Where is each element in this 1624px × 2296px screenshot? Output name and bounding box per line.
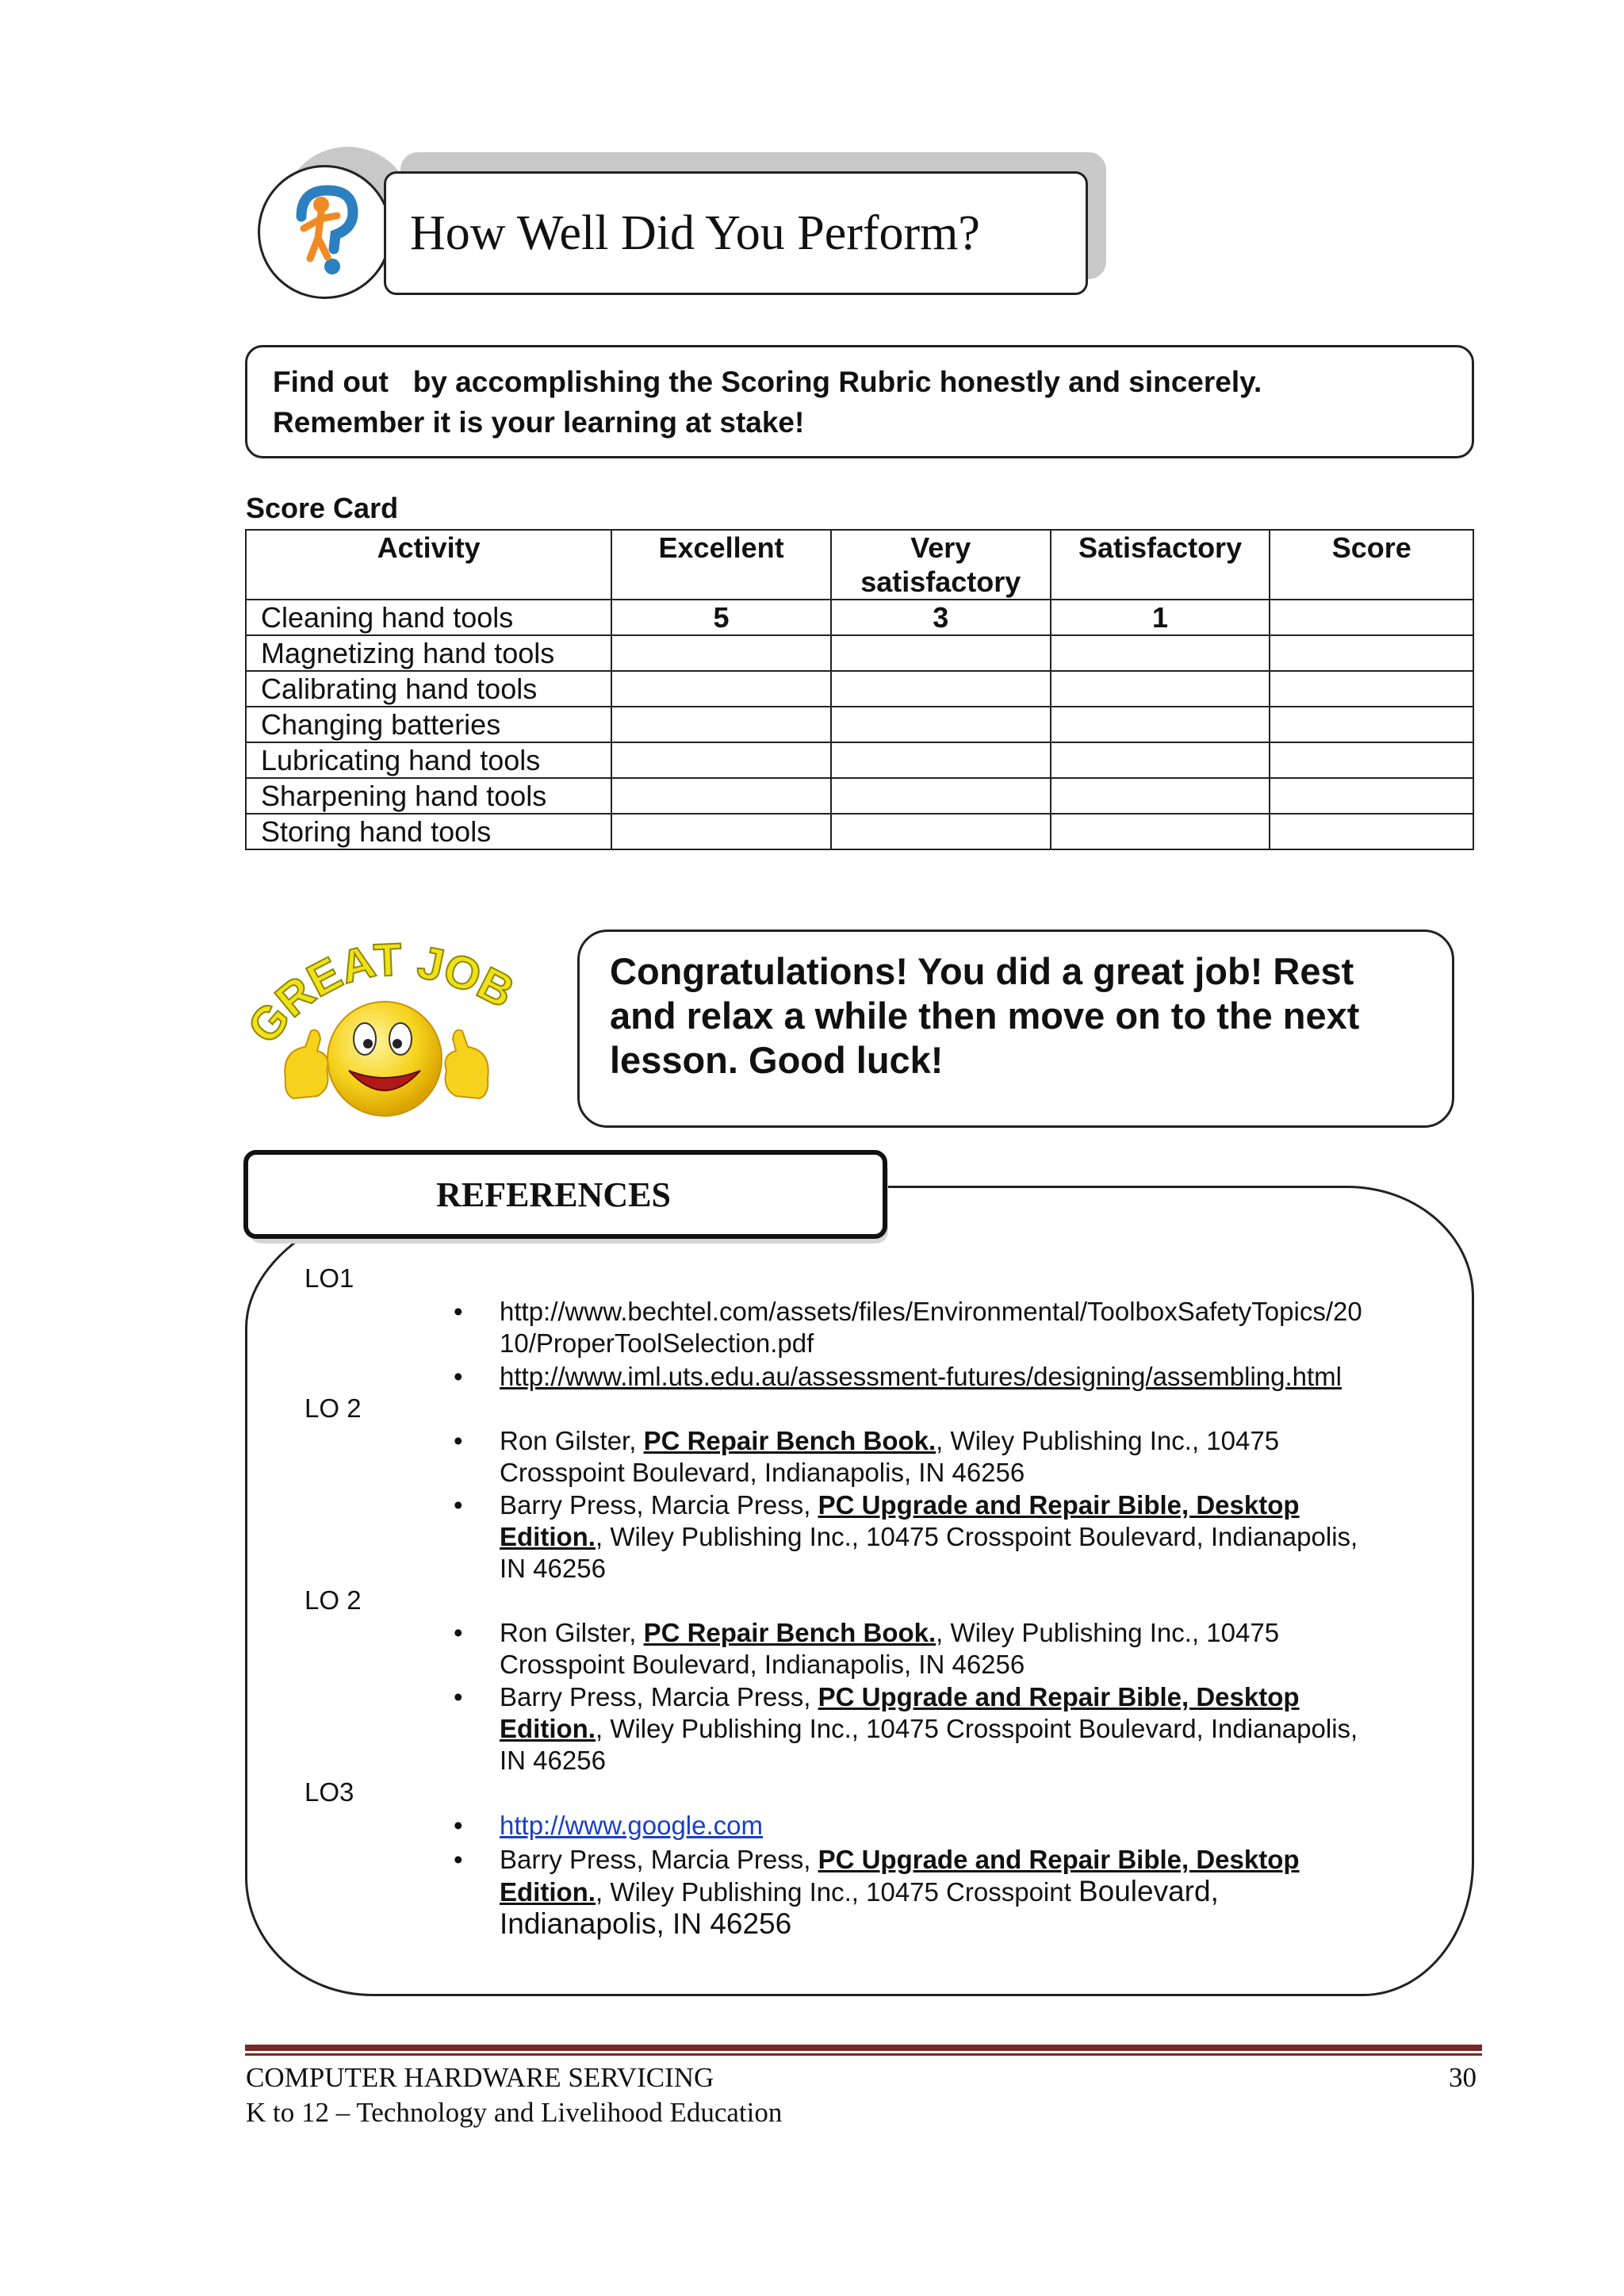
reference-author: Ron Gilster,	[500, 1618, 644, 1647]
reference-text: 10/ProperToolSelection.pdf	[500, 1328, 814, 1358]
very-satisfactory-cell	[831, 635, 1051, 671]
reference-author: Barry Press, Marcia Press,	[500, 1682, 818, 1711]
score-cell[interactable]	[1270, 778, 1473, 814]
references-title: REFERENCES	[436, 1175, 671, 1214]
table-row	[246, 635, 1473, 671]
reference-item	[454, 1844, 1431, 1940]
excellent-cell	[611, 814, 831, 849]
very-satisfactory-cell	[831, 707, 1051, 742]
footer-course: COMPUTER HARDWARE SERVICING	[246, 2062, 714, 2093]
reference-book-title: Edition.	[500, 1522, 596, 1551]
instruction-box	[245, 345, 1474, 458]
footer-rule	[245, 2045, 1482, 2051]
great-job-image	[238, 912, 539, 1126]
bullet: •	[454, 1618, 463, 1647]
reference-item	[454, 1296, 1431, 1359]
reference-text: Indianapolis, IN 46256	[500, 1907, 792, 1940]
reference-item	[454, 1810, 1431, 1842]
column-header: Very satisfactory	[831, 530, 1051, 600]
reference-book-title: PC Repair Bench Book.	[643, 1618, 936, 1647]
reference-text: http://www.bechtel.com/assets/files/Environmental/ToolboxSafetyTopics/20	[500, 1297, 1362, 1326]
very-satisfactory-cell	[831, 742, 1051, 778]
scorecard-title: Score Card	[246, 492, 399, 524]
reference-book-title: PC Repair Bench Book.	[643, 1426, 936, 1455]
reference-text: IN 46256	[500, 1746, 606, 1775]
table-row	[246, 707, 1473, 742]
satisfactory-cell	[1051, 635, 1270, 671]
very-satisfactory-cell: 3	[831, 600, 1051, 635]
satisfactory-cell	[1051, 707, 1270, 742]
instruction-line-2: Remember it is your learning at stake!	[273, 406, 805, 439]
lo-label: LO3	[304, 1777, 354, 1807]
very-satisfactory-cell	[831, 814, 1051, 849]
reference-author: Barry Press, Marcia Press,	[500, 1490, 818, 1520]
question-figure-icon	[274, 181, 377, 284]
banner-icon-circle	[258, 165, 392, 299]
page-number: 30	[1449, 2062, 1477, 2093]
activity-cell: Cleaning hand tools	[246, 600, 611, 635]
score-cell[interactable]	[1270, 707, 1473, 742]
reference-text: , Wiley Publishing Inc., 10475 Crosspoint	[595, 1877, 1078, 1907]
reference-book-title: PC Upgrade and Repair Bible, Desktop	[818, 1845, 1300, 1874]
satisfactory-cell	[1051, 814, 1270, 849]
activity-cell: Calibrating hand tools	[246, 671, 611, 707]
instruction-line-1: Find out by accomplishing the Scoring Rubric honestly and sincerely.	[273, 366, 1262, 398]
reference-item	[454, 1681, 1431, 1777]
excellent-cell	[611, 742, 831, 778]
table-row	[246, 671, 1473, 707]
reference-text: , Wiley Publishing Inc., 10475 Crosspoint Boulevard, Indianapolis,	[595, 1714, 1358, 1743]
score-cell[interactable]	[1270, 814, 1473, 849]
table-header-row	[246, 530, 1473, 600]
score-card-table	[245, 529, 1474, 850]
banner-title-box	[384, 171, 1088, 295]
reference-text: Crosspoint Boulevard, Indianapolis, IN 46256	[500, 1650, 1025, 1679]
lo-label: LO1	[304, 1263, 354, 1293]
excellent-cell	[611, 778, 831, 814]
reference-book-title: Edition.	[500, 1714, 596, 1743]
reference-book-title: Edition.	[500, 1877, 596, 1907]
page-title: How Well Did You Perform?	[410, 205, 980, 260]
table-row	[246, 778, 1473, 814]
references-tab	[243, 1150, 887, 1239]
score-cell[interactable]	[1270, 600, 1473, 635]
lo-label: LO 2	[304, 1393, 362, 1423]
bullet: •	[454, 1426, 463, 1455]
column-header: Activity	[246, 530, 611, 600]
smiley-thumbs-up-icon	[238, 912, 539, 1126]
bullet: •	[454, 1845, 463, 1874]
great-job-text: GREAT JOB	[238, 933, 523, 1053]
satisfactory-cell	[1051, 671, 1270, 707]
reference-text: , Wiley Publishing Inc., 10475 Crosspoint Boulevard, Indianapolis,	[595, 1522, 1358, 1551]
table-row	[246, 742, 1473, 778]
bullet: •	[454, 1297, 463, 1326]
excellent-cell: 5	[611, 600, 831, 635]
column-header: Excellent	[611, 530, 831, 600]
reference-link[interactable]: http://www.iml.uts.edu.au/assessment-futures/designing/assembling.html	[500, 1362, 1342, 1391]
reference-author: Ron Gilster,	[500, 1426, 644, 1455]
congratulations-box	[577, 930, 1454, 1128]
footer-rule-thin	[245, 2053, 1482, 2056]
satisfactory-cell	[1051, 742, 1270, 778]
reference-text: Boulevard,	[1078, 1875, 1219, 1907]
reference-text: Crosspoint Boulevard, Indianapolis, IN 46256	[500, 1458, 1025, 1487]
bullet: •	[454, 1811, 463, 1840]
very-satisfactory-cell	[831, 671, 1051, 707]
reference-item	[454, 1617, 1431, 1681]
reference-book-title: PC Upgrade and Repair Bible, Desktop	[818, 1682, 1300, 1711]
reference-book-title: PC Upgrade and Repair Bible, Desktop	[818, 1490, 1300, 1520]
table-row	[246, 600, 1473, 635]
reference-text: , Wiley Publishing Inc., 10475	[936, 1618, 1280, 1647]
reference-item	[454, 1489, 1431, 1585]
reference-text: , Wiley Publishing Inc., 10475	[936, 1426, 1280, 1455]
satisfactory-cell	[1051, 778, 1270, 814]
score-cell[interactable]	[1270, 742, 1473, 778]
activity-cell: Storing hand tools	[246, 814, 611, 849]
reference-author: Barry Press, Marcia Press,	[500, 1845, 818, 1874]
reference-item	[454, 1361, 1431, 1393]
bullet: •	[454, 1682, 463, 1711]
congratulations-message: Congratulations! You did a great job! Rest and relax a while then move on to the next lesson. Good luck!	[610, 950, 1360, 1081]
bullet: •	[454, 1362, 463, 1391]
reference-item	[454, 1425, 1431, 1489]
activity-cell: Lubricating hand tools	[246, 742, 611, 778]
column-header: Score	[1270, 530, 1473, 600]
satisfactory-cell: 1	[1051, 600, 1270, 635]
score-cell[interactable]	[1270, 671, 1473, 707]
table-row	[246, 814, 1473, 849]
reference-link[interactable]: http://www.google.com	[500, 1811, 763, 1840]
excellent-cell	[611, 671, 831, 707]
very-satisfactory-cell	[831, 778, 1051, 814]
lo-label: LO 2	[304, 1585, 362, 1615]
activity-cell: Sharpening hand tools	[246, 778, 611, 814]
reference-text: IN 46256	[500, 1554, 606, 1583]
bullet: •	[454, 1490, 463, 1520]
excellent-cell	[611, 635, 831, 671]
column-header: Satisfactory	[1051, 530, 1270, 600]
excellent-cell	[611, 707, 831, 742]
activity-cell: Magnetizing hand tools	[246, 635, 611, 671]
footer-program: K to 12 – Technology and Livelihood Education	[246, 2097, 783, 2128]
score-cell[interactable]	[1270, 635, 1473, 671]
activity-cell: Changing batteries	[246, 707, 611, 742]
